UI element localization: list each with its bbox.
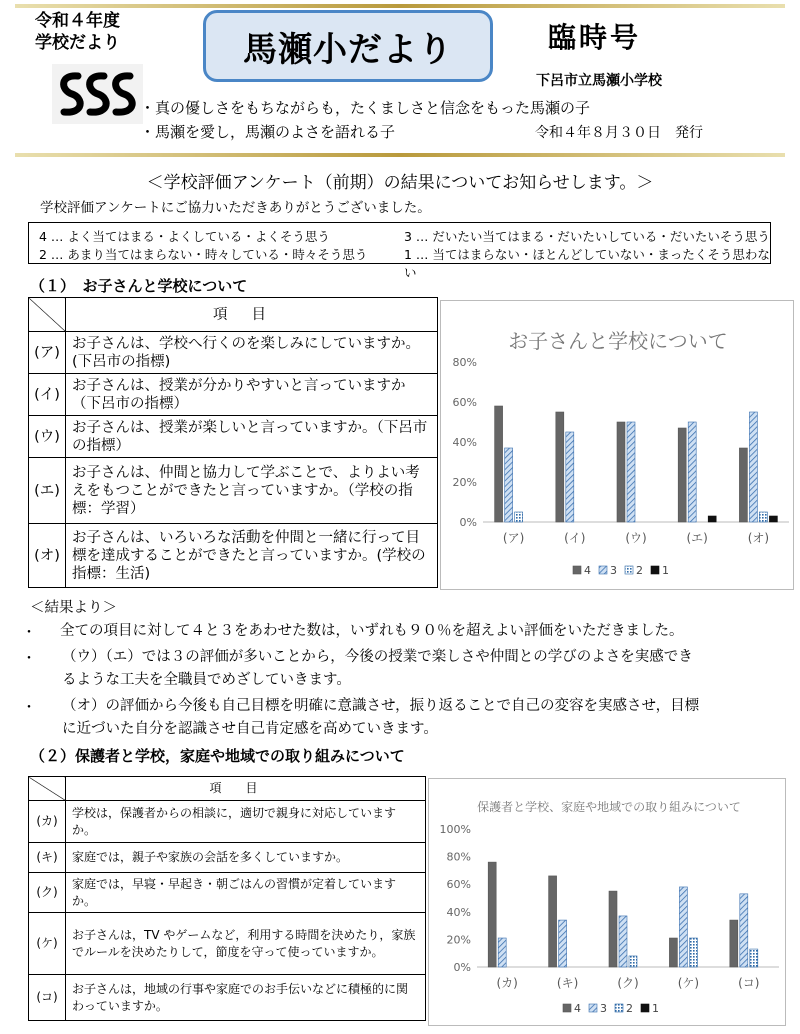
x-tick-label: (オ)	[747, 531, 770, 545]
chart-1-svg	[441, 301, 795, 591]
row-label: (イ)	[29, 374, 66, 416]
question-text: 家庭では，早寝・早起き・朝ごはんの習慣が定着していますか。	[66, 873, 426, 913]
school-logo	[50, 62, 145, 126]
row-label: (キ)	[29, 843, 66, 873]
question-text: 家庭では，親子や家族の会話を多くしていますか。	[66, 843, 426, 873]
newsletter-title: 馬瀬小だより	[243, 29, 453, 70]
question-table	[28, 776, 426, 1021]
bar	[678, 428, 686, 522]
question-text: お子さんは、いろいろな活動を仲間と一緒に行って目標を達成することができたと言っていますか。(学校の指標：生活)	[66, 524, 438, 588]
legend-label: 2	[626, 1002, 633, 1015]
legend-item: 2 … あまり当てはまらない・時々している・時々そう思う	[39, 247, 368, 262]
legend-label: 3	[610, 564, 617, 577]
y-tick-label: 0%	[453, 961, 471, 974]
x-tick-label: (ク)	[617, 976, 639, 990]
bottom-gold-rule	[15, 153, 785, 157]
issue-label: 臨時号	[548, 21, 642, 54]
bar	[498, 938, 506, 967]
legend-item: 4 … よく当てはまる・よくしている・よくそう思う	[39, 229, 330, 244]
row-label: (ウ)	[29, 416, 66, 458]
legend-swatch	[599, 566, 607, 574]
question-text: お子さんは，地域の行事や家庭でのお手伝いなどに積極的に関わっていますか。	[66, 975, 426, 1021]
newsletter-label: 学校だより	[35, 33, 120, 53]
question-text: 学校は，保護者からの相談に，適切で親身に対応していますか。	[66, 801, 426, 843]
result-text: （オ）の評価から今後も自己目標を明確に意識させ，振り返ることで自己の変容を実感させ，目標	[62, 698, 700, 714]
y-tick-label: 60%	[446, 878, 471, 892]
y-tick-label: 40%	[452, 436, 477, 449]
top-gold-rule	[15, 4, 785, 8]
x-tick-label: (ア)	[502, 531, 525, 545]
bullet-dot: ・	[22, 651, 36, 667]
x-tick-label: (カ)	[496, 976, 518, 990]
legend-label: 4	[584, 564, 591, 577]
table-header: 項目	[66, 777, 426, 801]
bar	[730, 920, 738, 967]
legend-swatch	[615, 1004, 623, 1012]
section-title: （２）保護者と学校，家庭や地域での取り組みについて	[30, 747, 405, 765]
chart-2	[428, 778, 786, 1026]
legend-swatch	[573, 566, 581, 574]
y-tick-label: 100%	[439, 823, 471, 836]
bar	[515, 512, 523, 522]
legend-item: 1 … 当てはまらない・ほとんどしていない・まったくそう思わない	[404, 247, 770, 280]
y-tick-label: 0%	[459, 516, 477, 529]
row-label: (ク)	[29, 873, 66, 913]
y-tick-label: 20%	[446, 933, 471, 947]
issue-date: 令和４年８月３０日 発行	[535, 125, 703, 141]
legend-label: 3	[600, 1002, 607, 1015]
bar	[708, 516, 716, 522]
x-tick-label: (コ)	[738, 976, 760, 990]
legend-swatch	[651, 566, 659, 574]
year-line: 令和４年度	[35, 11, 120, 31]
year-label	[35, 10, 120, 54]
row-label: (オ)	[29, 524, 66, 588]
chart-2-svg	[429, 779, 787, 1027]
y-tick-label: 80%	[452, 356, 477, 369]
y-tick-label: 80%	[446, 850, 471, 864]
legend-swatch	[563, 1004, 571, 1012]
bar	[566, 432, 574, 522]
table-corner	[29, 777, 66, 801]
legend-swatch	[589, 1004, 597, 1012]
bar	[627, 422, 635, 522]
question-text: お子さんは、授業が分かりやすいと言っていますか（下呂市の指標）	[66, 374, 438, 416]
x-tick-label: (イ)	[564, 531, 586, 545]
y-tick-label: 60%	[452, 396, 477, 409]
legend-label: 1	[662, 564, 669, 577]
legend-item: 3 … だいたい当てはまる・だいたいしている・だいたいそう思う	[404, 229, 770, 244]
bar	[609, 891, 617, 967]
school-name: 下呂市立馬瀬小学校	[536, 73, 662, 89]
bar	[679, 887, 687, 967]
page-heading: ＜学校評価アンケート（前期）の結果についてお知らせします。＞	[146, 173, 654, 193]
result-text: 全ての項目に対して４と３をあわせた数は，いずれも９０％を超えよい評価をいただきました。	[60, 623, 684, 639]
bar	[559, 920, 567, 967]
bar	[488, 862, 496, 967]
bar	[759, 512, 767, 522]
bar	[617, 422, 625, 522]
bar	[549, 876, 557, 967]
x-tick-label: (ウ)	[625, 531, 647, 545]
newsletter-title-box	[203, 10, 493, 82]
result-text: るような工夫を全職員でめざしていきます。	[62, 672, 351, 688]
bar	[669, 938, 677, 967]
bullet-dot: ・	[22, 625, 36, 641]
x-tick-label: (キ)	[556, 976, 579, 990]
motto-line: ・真の優しさをもちながらも，たくましさと信念をもった馬瀬の子	[140, 99, 591, 117]
row-label: (コ)	[29, 975, 66, 1021]
bullet-dot: ・	[22, 700, 36, 716]
bar	[629, 956, 637, 967]
bar	[739, 448, 747, 522]
bar	[495, 406, 503, 522]
bar	[740, 894, 748, 967]
bar	[619, 916, 627, 967]
results-title: ＜結果より＞	[30, 600, 117, 616]
question-text: お子さんは、授業が楽しいと言っていますか。（下呂市の指標）	[66, 416, 438, 458]
bar	[750, 949, 758, 967]
legend-label: 1	[652, 1002, 659, 1015]
row-label: (カ)	[29, 801, 66, 843]
legend-swatch	[625, 566, 633, 574]
result-text: （ウ）（エ）では３の評価が多いことから，今後の授業で楽しさや仲間との学びのよさを実感でき	[62, 649, 693, 665]
bar	[688, 422, 696, 522]
legend-swatch	[641, 1004, 649, 1012]
question-table	[28, 297, 438, 588]
thanks-text: 学校評価アンケートにご協力いただきありがとうございました。	[40, 200, 431, 216]
chart-title: 保護者と学校、家庭や地域での取り組みについて	[477, 800, 741, 814]
result-text: に近づいた自分を認識させ自己肯定感を高めていきます。	[62, 721, 438, 737]
rating-legend	[28, 222, 771, 280]
motto-line: ・馬瀬を愛し，馬瀬のよさを語れる子	[140, 123, 396, 141]
section-title: （１） お子さんと学校について	[30, 277, 248, 295]
row-label: (ア)	[29, 332, 66, 374]
x-tick-label: (エ)	[686, 531, 708, 545]
bar	[505, 448, 513, 522]
chart-1	[440, 300, 794, 590]
row-label: (エ)	[29, 458, 66, 524]
question-text: お子さんは、学校へ行くのを楽しみにしていますか。(下呂市の指標)	[66, 332, 438, 374]
y-tick-label: 40%	[446, 905, 471, 919]
x-tick-label: (ケ)	[677, 976, 700, 990]
question-text: お子さんは，TV やゲームなど，利用する時間を決めたり，家族でルールを決めたりして，節度を守って使っていますか。	[66, 913, 426, 975]
row-label: (ケ)	[29, 913, 66, 975]
table-corner	[29, 298, 66, 332]
bar	[689, 938, 697, 967]
y-tick-label: 20%	[452, 476, 477, 489]
table-header: 項目	[66, 298, 438, 332]
question-text: お子さんは、仲間と協力して学ぶことで、よりよい考えをもつことができたと言っていますか。（学校の指標：学習）	[66, 458, 438, 524]
legend-label: 4	[574, 1002, 581, 1015]
chart-title: お子さんと学校について	[508, 329, 728, 353]
bar	[749, 412, 757, 522]
bar	[769, 516, 777, 522]
bar	[556, 412, 564, 522]
legend-label: 2	[636, 564, 643, 577]
